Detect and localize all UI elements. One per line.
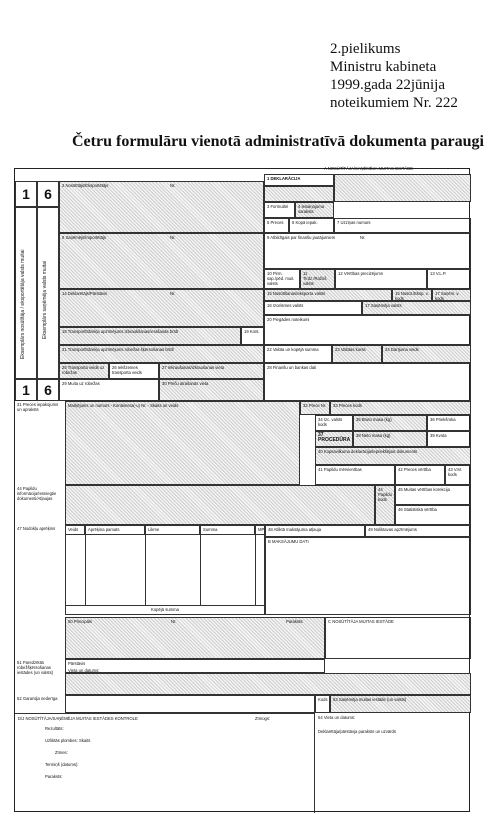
field-destination-code: 17 Saņēm. v. kods (432, 289, 471, 301)
field-nr: Nr. (170, 291, 176, 296)
side-strip (37, 207, 59, 379)
signature-label: Paraksts: (45, 774, 63, 779)
field-declarant (59, 289, 264, 327)
field-nr: Nr. (360, 235, 366, 240)
tax-total: Kopējā summa (65, 605, 265, 615)
field-label: 2 Nosūtītājs/Eksportētājs (62, 183, 109, 188)
appendix-number: 2.pielikums (330, 41, 401, 57)
field-commodity-code: 33 Preces kods (330, 401, 471, 415)
field-guarantee-label: 52 Garantija nederīga (17, 696, 58, 701)
field-place-date-sign (315, 713, 471, 813)
field-item-no: 32 Prece Nr. (300, 401, 330, 415)
field-loading-place: 27 Iekraušanas/izkraušanas vieta (159, 363, 264, 379)
field-deferred-payment: 48 Atliktā maksājuma atļauja (265, 525, 365, 537)
field-valuation-method: 43 V.M. kods (445, 465, 471, 485)
field-goods-location: 30 Preču atrašanās vieta (159, 379, 264, 401)
place-date-label: 54 Vieta un datums: (318, 715, 356, 720)
field-goods-description-label: 31 Preces iepakojums un apraksts (17, 402, 59, 412)
field-origin-country: 16 Izcelsmes valsts (264, 301, 362, 315)
field-procedure: 37 PROCEDŪRA (315, 431, 353, 447)
side-text: Eksemplārs saņēmēja valsts muitai (42, 260, 48, 339)
tax-column-header: Aprēķina pamats (85, 525, 145, 535)
field-value-details: 12 Vērtības precizējums (335, 269, 427, 289)
field-nr: Nr. (171, 619, 177, 624)
field-country-first: 10 Pirm. sap./pēd. muit. valsts (264, 269, 300, 289)
field-warehouse: 49 Noliktavas apzīmējums (365, 525, 471, 537)
field-transport-identity: 18 Transportlīdzekļa apzīmējums izbraukšanas/ierašanās brīdī (59, 327, 241, 345)
field-tax-calculation (65, 525, 265, 615)
appendix-header (330, 40, 458, 112)
field-exchange-rate: 23 Valūtas kurss (332, 345, 382, 363)
field-additional-info (65, 485, 375, 525)
field-place-date: Vieta un datums: (68, 668, 100, 673)
field-net-mass: 38 Neto masa (kg) (353, 431, 427, 447)
field-guarantee (65, 695, 315, 713)
field-label: 9 Atbildīgais par finanšu jautājumiem (267, 235, 336, 240)
control-label: D/J NOSŪTĪTĀJA/SAŅĒMĒJA MUITAS IESTĀDES KONTROLE (18, 716, 138, 721)
field-code: Kods (315, 695, 330, 713)
field-label: Pārstāvis (68, 661, 86, 666)
field-reference: 7 Uzziņas numurs (334, 218, 471, 233)
field-financial-data: 28 Finanšu un bankas dati (264, 363, 471, 401)
field-cap: 13 V.L.P. (427, 269, 471, 289)
field-declaration-codes (264, 186, 334, 202)
field-currency-total: 22 Valūta un kopējā summa (264, 345, 332, 363)
field-destination-office: 53 Saņēmēja muitas iestāde (un valsts) (330, 695, 471, 713)
field-dispatch-code: 15 Nosūt./Eksp. v. kods (392, 289, 432, 301)
customs-declaration-form (14, 168, 470, 812)
side-strip (15, 207, 37, 379)
field-packing: 4 Iesaiņojuma saraksts (295, 202, 334, 218)
tax-column-header: Summa (200, 525, 255, 535)
time-limit-label: Termiņš (datums): (45, 762, 79, 767)
field-signature: Paraksts: (286, 619, 304, 624)
field-nr: Nr. (170, 235, 176, 240)
document-title: Četru formulāru vienotā administratīvā dokumenta paraugi (72, 133, 484, 150)
field-preference: 36 Priekšroka (427, 415, 471, 431)
declarant-signature-label: Deklarētāja/pārstāvja paraksts un uzvārds (318, 729, 396, 734)
field-tax-label: 47 Nodokļu aprēķins (17, 526, 56, 531)
field-container: 19 Kont. (241, 327, 264, 345)
result-label: Rezultāts: (45, 726, 64, 731)
field-label: 8 Saņēmējs/Importētājs (62, 235, 106, 240)
field-office-control (15, 713, 315, 813)
field-exporter (59, 181, 264, 233)
field-inland-mode: 26 Iekšzemes transporta veids (109, 363, 159, 379)
field-accounting-details: B MAKSĀJUMU DATI (265, 537, 471, 615)
top-customs-label: A NOSŪTĪTĀJA/SAŅĒMĒJA MUITAS IESTĀDE (324, 166, 414, 171)
field-origin-code: 34 Izc. valsts kods (315, 415, 353, 431)
regulation-number: noteikumiem Nr. 222 (330, 95, 458, 111)
field-transit-offices (65, 673, 471, 695)
field-border-mode: 25 Transporta veids uz robežas (59, 363, 109, 379)
field-consignee (59, 233, 264, 289)
copy-number: 6 (37, 379, 59, 401)
field-additional-info-label: 44 Papildu informācija/Iesniegtie dokumenti/Atļaujas (17, 486, 57, 501)
field-representative (65, 659, 325, 673)
issuer: Ministru kabineta (330, 59, 437, 75)
field-supplementary-units: 41 Papildu mērvienības (315, 465, 395, 485)
field-item-price: 42 Preces vērtība (395, 465, 445, 485)
tax-column-header: Likme (145, 525, 200, 535)
field-goods-description: Marķējums un numurs - Konteinera(-u) Nr. - Skaits un veids (65, 401, 300, 485)
field-statistical-value: 46 Statistiskā vērtība (395, 505, 471, 525)
field-declaration-area (334, 174, 471, 202)
field-transaction-nature: 24 Darījuma veids (382, 345, 471, 363)
field-transit-offices-label: 51 Paredzētās robežšķērsošanas iestādes (un valsts) (17, 660, 54, 675)
field-border-office: 29 Muita uz robežas (59, 379, 159, 401)
field-destination-country: 17 Saņēmēja valsts (362, 301, 471, 315)
field-forms: 3 Formulāri (264, 202, 295, 218)
field-departure-office: C NOSŪTĪTĀJA MUITAS IESTĀDE (325, 617, 471, 659)
field-previous-document: 40 Kopsavilkuma deklarācija/Iepriekšējais dokuments (315, 447, 471, 465)
field-active-transport: 21 Transportlīdzekļa apzīmējums robežas šķērsošanas brīdī (59, 345, 264, 363)
field-additional-code: 44 Papildu kods (375, 485, 395, 525)
field-gross-mass: 35 Bruto masa (kg) (353, 415, 427, 431)
field-packages: 6 Kopā iepak. (289, 218, 334, 233)
marks-label: Zīmes: (55, 750, 68, 755)
tax-column-header: Veids (65, 525, 85, 535)
field-nr: Nr. (170, 183, 176, 188)
copy-number: 1 (15, 379, 37, 401)
field-quota: 39 Kvota (427, 431, 471, 447)
field-dispatch-country: 15 Nosūtīšanas/eksporta valsts (264, 289, 392, 301)
side-text: Eksemplārs nosūtītāja / eksportētāja valsts muitai (20, 249, 26, 359)
field-label: 50 Principāls (68, 619, 92, 624)
field-financial (264, 233, 471, 269)
tax-column-header: MP (255, 525, 265, 535)
regulation-date: 1999.gada 22jūnija (330, 77, 445, 93)
field-principal (65, 617, 325, 659)
stamp-label: Zīmogs: (255, 716, 271, 721)
field-value-adjustment: 45 Muitas vērtības korekcija (395, 485, 471, 505)
field-trade-country: 11 Tirdz./Ražoš. valsts (300, 269, 335, 289)
field-delivery-terms: 20 Piegādes noteikumi (264, 315, 471, 345)
field-label: 14 Deklarētājs/Pārstāvis (62, 291, 108, 296)
seals-label: Uzliktās plombes: Skaits (45, 738, 91, 743)
copy-number: 1 (15, 181, 37, 207)
field-goods: 5 Preces (264, 218, 289, 233)
field-declaration: 1 DEKLARĀCIJA (264, 174, 334, 186)
copy-number: 6 (37, 181, 59, 207)
